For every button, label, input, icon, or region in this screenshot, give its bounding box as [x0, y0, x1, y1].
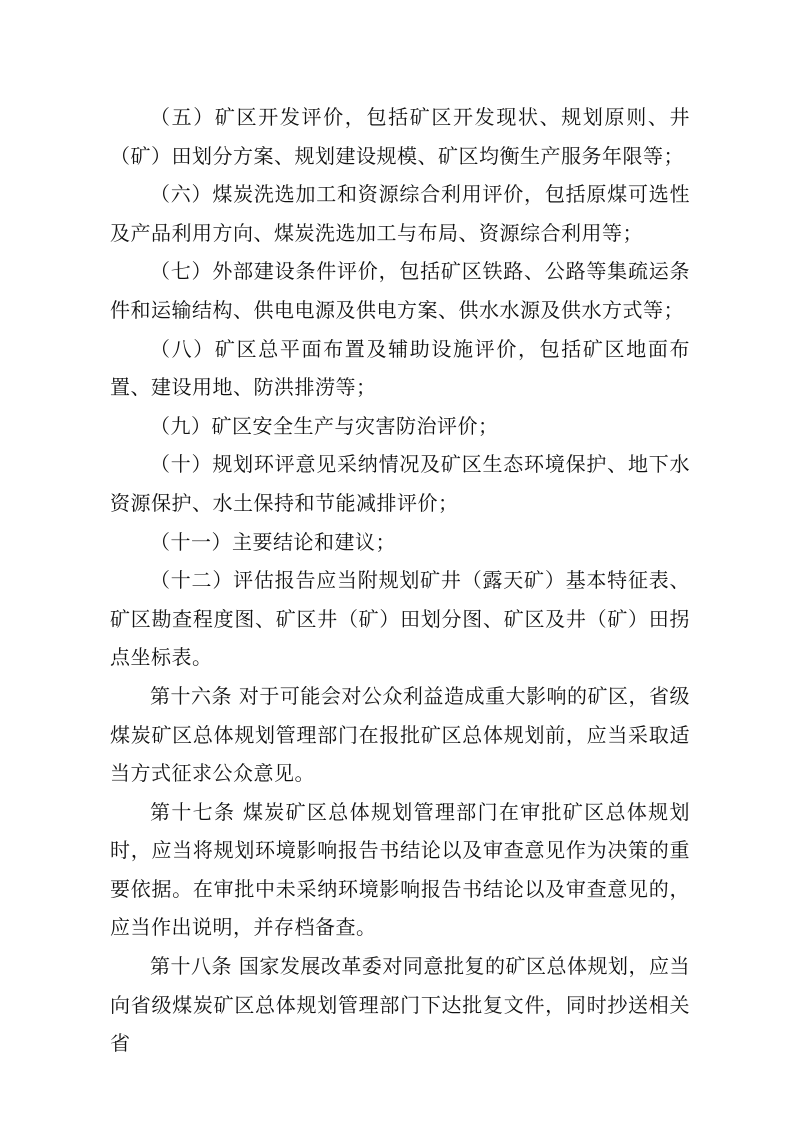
paragraph-item-10-environment: （十）规划环评意见采纳情况及矿区生态环境保护、地下水资源保护、水土保持和节能减排评价；	[110, 452, 690, 515]
paragraph-item-6-coal-washing: （六）煤炭洗选加工和资源综合利用评价，包括原煤可选性及产品利用方向、煤炭洗选加工与布局、资源综合利用等；	[110, 182, 690, 245]
paragraph-article-18: 第十八条 国家发展改革委对同意批复的矿区总体规划，应当向省级煤炭矿区总体规划管理部门下达批复文件，同时抄送相关省	[110, 954, 690, 1056]
paragraph-item-9-safety: （九）矿区安全生产与灾害防治评价；	[150, 413, 499, 438]
paragraph-item-5-development: （五）矿区开发评价，包括矿区开发现状、规划原则、井（矿）田划分方案、规划建设规模、矿区均衡生产服务年限等；	[110, 105, 690, 168]
paragraph-item-7-external-conditions: （七）外部建设条件评价，包括矿区铁路、公路等集疏运条件和运输结构、供电电源及供电方案、供水水源及供水方式等；	[110, 259, 690, 322]
document-page	[110, 98, 690, 1063]
paragraph-item-11-conclusions: （十一）主要结论和建议；	[150, 529, 396, 554]
paragraph-article-16: 第十六条 对于可能会对公众利益造成重大影响的矿区，省级煤炭矿区总体规划管理部门在报批矿区总体规划前，应当采取适当方式征求公众意见。	[110, 683, 690, 786]
paragraph-item-8-layout: （八）矿区总平面布置及辅助设施评价，包括矿区地面布置、建设用地、防洪排涝等；	[110, 336, 690, 400]
paragraph-article-17: 第十七条 煤炭矿区总体规划管理部门在审批矿区总体规划时，应当将规划环境影响报告书结论以及审查意见作为决策的重要依据。在审批中未采纳环境影响报告书结论以及审查意见的，应当作出说明，并存档备查。	[110, 799, 690, 940]
paragraph-item-12-attachments: （十二）评估报告应当附规划矿井（露天矿）基本特征表、矿区勘查程度图、矿区井（矿）田划分图、矿区及井（矿）田拐点坐标表。	[110, 568, 690, 670]
